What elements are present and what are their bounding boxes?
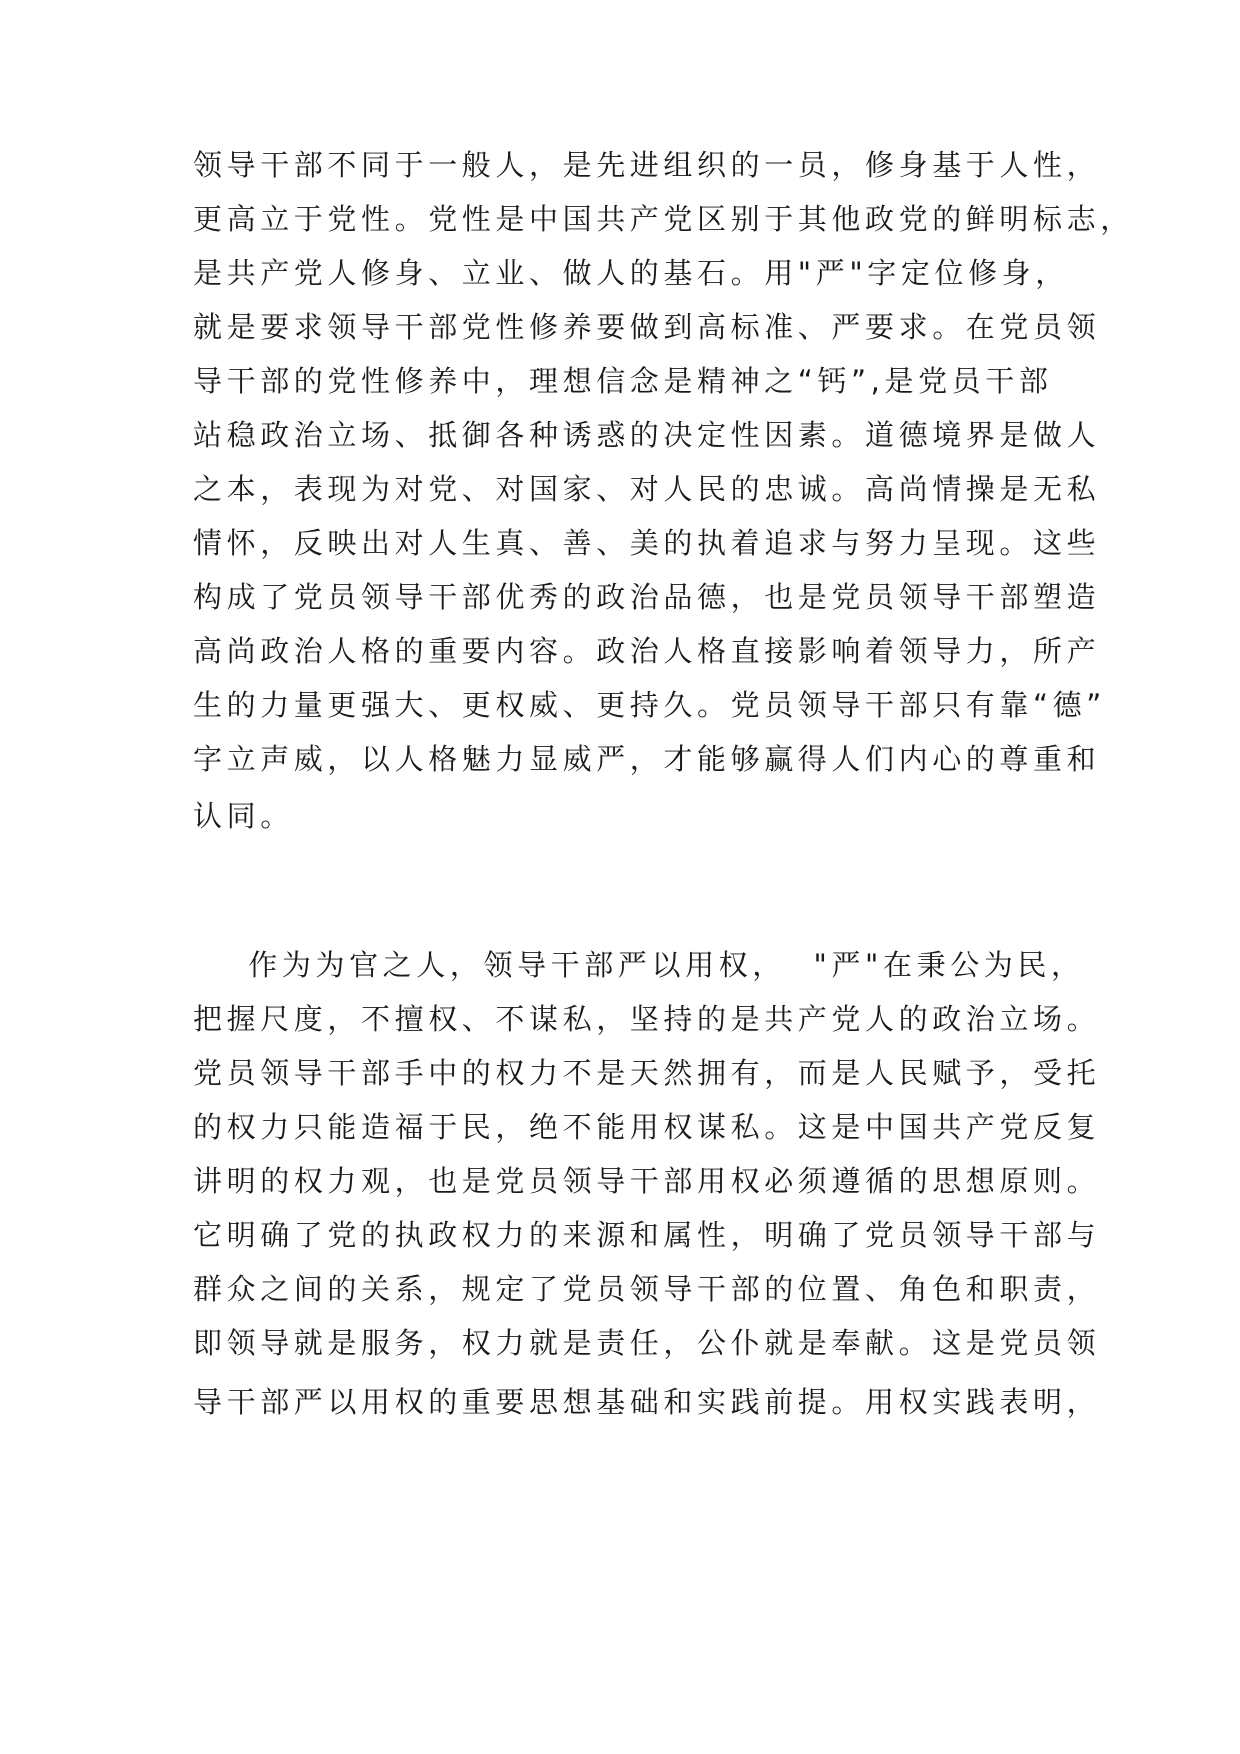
text-line: 情怀，反映出对人生真、善、美的执着追求与努力呈现。这些 [193, 526, 1101, 560]
text-line: 的权力只能造福于民，绝不能用权谋私。这是中国共产党反复 [193, 1110, 1101, 1144]
text-line: 群众之间的关系，规定了党员领导干部的位置、角色和职责， [193, 1272, 1101, 1306]
text-line: 领导干部不同于一般人，是先进组织的一员，修身基于人性， [193, 148, 1101, 182]
text-line: 作为为官之人，领导干部严以用权， "严"在秉公为民， [193, 948, 1085, 982]
text-line: 高尚政治人格的重要内容。政治人格直接影响着领导力，所产 [193, 634, 1101, 668]
text-line: 更高立于党性。党性是中国共产党区别于其他政党的鲜明标志， [193, 202, 1134, 236]
text-line: 讲明的权力观，也是党员领导干部用权必须遵循的思想原则。 [193, 1164, 1101, 1198]
text-line: 导干部的党性修养中，理想信念是精神之“钙”,是党员干部 [193, 364, 1053, 398]
text-line: 即领导就是服务，权力就是责任，公仆就是奉献。这是党员领 [193, 1326, 1101, 1360]
text-line: 是共产党人修身、立业、做人的基石。用"严"字定位修身， [193, 256, 1069, 290]
text-line: 它明确了党的执政权力的来源和属性，明确了党员领导干部与 [193, 1218, 1101, 1252]
text-line: 字立声威，以人格魅力显威严，才能够赢得人们内心的尊重和 [193, 742, 1101, 776]
text-line: 认同。 [193, 799, 294, 833]
text-line: 就是要求领导干部党性修养要做到高标准、严要求。在党员领 [193, 310, 1101, 344]
text-line: 生的力量更强大、更权威、更持久。党员领导干部只有靠“德” [193, 688, 1106, 722]
text-line: 把握尺度，不擅权、不谋私，坚持的是共产党人的政治立场。 [193, 1002, 1101, 1036]
text-line: 构成了党员领导干部优秀的政治品德，也是党员领导干部塑造 [193, 580, 1101, 614]
text-line: 党员领导干部手中的权力不是天然拥有，而是人民赋予，受托 [193, 1056, 1101, 1090]
text-line: 站稳政治立场、抵御各种诱惑的决定性因素。道德境界是做人 [193, 418, 1101, 452]
text-line: 导干部严以用权的重要思想基础和实践前提。用权实践表明， [193, 1385, 1101, 1419]
text-line: 之本，表现为对党、对国家、对人民的忠诚。高尚情操是无私 [193, 472, 1101, 506]
